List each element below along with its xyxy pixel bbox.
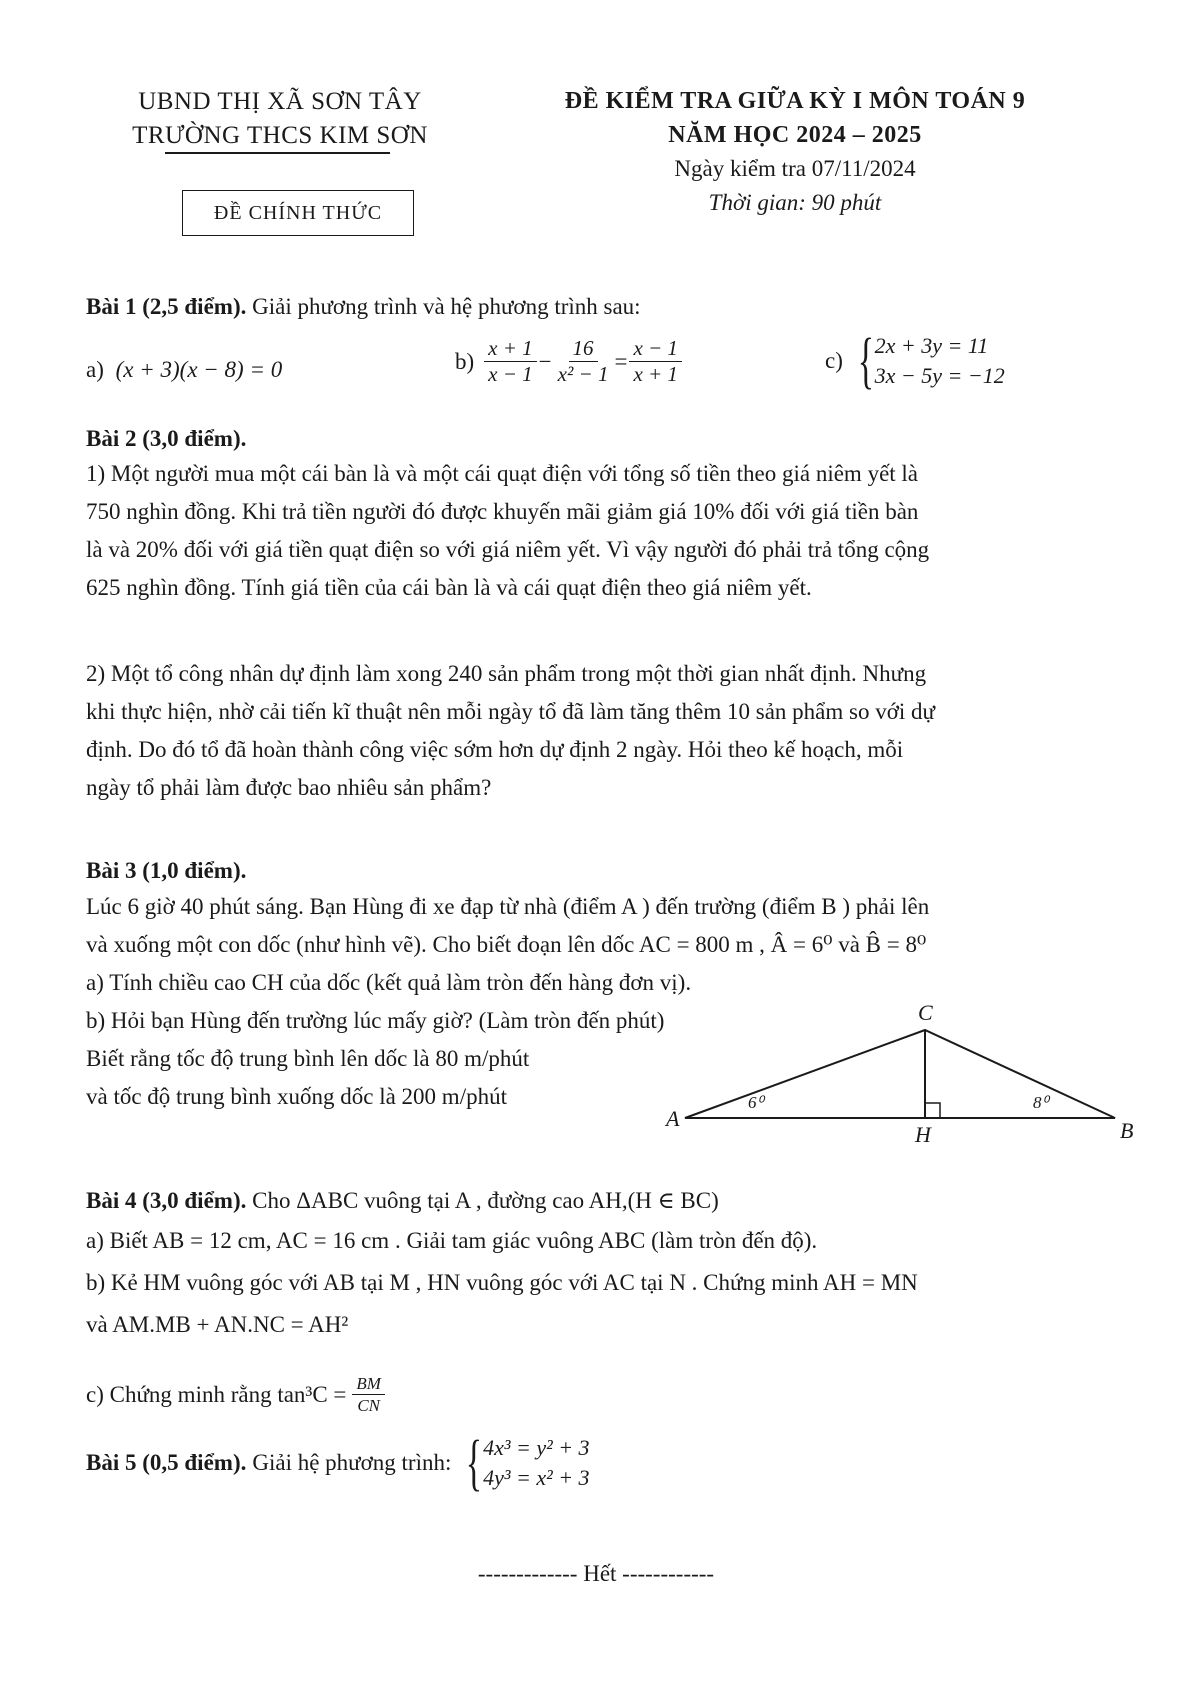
paragraph-line: 625 nghìn đồng. Tính giá tiền của cái bàn là và cái quạt điện theo giá niêm yết. — [86, 575, 812, 600]
left-brace-icon: { — [857, 327, 874, 395]
bai1-a-label: a) — [86, 357, 104, 382]
bai3-question-a: a) Tính chiều cao CH của dốc (kết quả làm tròn đến hàng đơn vị). — [86, 970, 692, 995]
slope-figure — [650, 990, 1150, 1160]
paragraph-line: ngày tổ phải làm được bao nhiêu sản phẩm? — [86, 775, 492, 800]
bai1-heading — [86, 288, 1116, 326]
bai4-c-text: c) Chứng minh rằng tan³C = — [86, 1381, 347, 1407]
exam-date: Ngày kiểm tra 07/11/2024 — [674, 156, 916, 181]
bai4-question-a: a) Biết AB = 12 cm, AC = 16 cm . Giải tam giác vuông ABC (làm tròn đến độ). — [86, 1228, 818, 1253]
paragraph-line: 750 nghìn đồng. Khi trả tiền người đó được khuyến mãi giảm giá 10% đối với giá tiền bàn — [86, 499, 919, 524]
bai1-b-fraction-1 — [484, 336, 537, 387]
bai4-heading — [86, 1182, 1116, 1220]
bai3-question-b: b) Hỏi bạn Hùng đến trường lúc mấy giờ? (Làm tròn đến phút) — [86, 1008, 665, 1033]
exam-duration: Thời gian: 90 phút — [708, 190, 882, 215]
paragraph-line: định. Do đó tổ đã hoàn thành công việc sớm hơn dự định 2 ngày. Hỏi theo kế hoạch, mỗi — [86, 737, 904, 762]
end-marker: ------------- Hết ------------ — [477, 1561, 715, 1586]
system-line-2: 4y³ = x² + 3 — [483, 1465, 590, 1490]
bai4-c-fraction — [352, 1373, 385, 1416]
fraction-denominator: x + 1 — [633, 362, 678, 386]
bai3-speed-up: Biết rằng tốc độ trung bình lên dốc là 80 m/phút — [86, 1046, 530, 1071]
paragraph-line: và xuống một con dốc (như hình vẽ). Cho biết đoạn lên dốc AC = 800 m , Â = 6⁰ và B̂ = 8⁰ — [86, 932, 927, 957]
bai4-intro: Cho ΔABC vuông tại A , đường cao AH,(H ∈ BC) — [252, 1188, 719, 1213]
bai5-heading — [86, 1429, 590, 1497]
bai4-question-b: b) Kẻ HM vuông góc với AB tại M , HN vuông góc với AC tại N . Chứng minh AH = MN — [86, 1270, 918, 1295]
bai2-title: Bài 2 (3,0 điểm). — [86, 426, 247, 451]
system-line-1: 2x + 3y = 11 — [874, 333, 989, 358]
school-underline — [165, 152, 390, 154]
bai1-title: Bài 1 (2,5 điểm). — [86, 294, 247, 319]
paragraph-line: 2) Một tổ công nhân dự định làm xong 240 sản phẩm trong một thời gian nhất định. Nhưng — [86, 661, 927, 686]
bai1-item-c — [825, 327, 1005, 395]
fraction-denominator: CN — [357, 1396, 380, 1415]
left-brace-icon: { — [466, 1429, 483, 1497]
bai1-item-a — [86, 351, 282, 389]
equals-sign: = — [614, 348, 628, 374]
bai5-system — [459, 1429, 590, 1497]
official-label: ĐỀ CHÍNH THỨC — [213, 202, 383, 224]
bai1-item-b — [455, 336, 684, 387]
fraction-denominator: x² − 1 — [557, 362, 609, 386]
fraction-numerator: x + 1 — [484, 336, 537, 362]
bai5-title: Bài 5 (0,5 điểm). — [86, 1450, 247, 1475]
bai1-b-fraction-2 — [554, 336, 613, 387]
paragraph-line: 1) Một người mua một cái bàn là và một cái quạt điện với tổng số tiền theo giá niêm yết là — [86, 461, 919, 486]
minus-sign: − — [538, 348, 552, 374]
bai5-prompt: Giải hệ phương trình: — [252, 1450, 452, 1475]
bai4-title: Bài 4 (3,0 điểm). — [86, 1188, 247, 1213]
label-h: H — [915, 1122, 931, 1147]
fraction-denominator: x − 1 — [488, 362, 533, 386]
angle-b-label: 8⁰ — [1033, 1093, 1049, 1112]
bai1-c-label: c) — [825, 348, 843, 373]
paragraph-line: Lúc 6 giờ 40 phút sáng. Bạn Hùng đi xe đạp từ nhà (điểm A ) đến trường (điểm B ) phải lên — [86, 894, 930, 919]
right-angle-mark — [925, 1103, 940, 1118]
bai3-title: Bài 3 (1,0 điểm). — [86, 858, 247, 883]
authority-name: UBND THỊ XÃ SƠN TÂY — [138, 88, 422, 115]
bai2-part2 — [86, 655, 1116, 807]
bai1-b-fraction-3 — [629, 336, 682, 387]
fraction-numerator: 16 — [569, 336, 598, 362]
fraction-numerator: BM — [352, 1373, 385, 1395]
bai4-question-c — [86, 1373, 387, 1416]
label-a: A — [666, 1106, 680, 1131]
bai1-prompt: Giải phương trình và hệ phương trình sau: — [252, 294, 641, 319]
exam-title: ĐỀ KIỂM TRA GIỮA KỲ I MÔN TOÁN 9 — [564, 88, 1026, 114]
official-label-box — [182, 190, 414, 236]
bai1-b-label: b) — [455, 348, 475, 374]
fraction-numerator: x − 1 — [629, 336, 682, 362]
school-name: TRƯỜNG THCS KIM SƠN — [132, 122, 428, 149]
angle-a-label: 6⁰ — [748, 1093, 764, 1112]
system-line-2: 3x − 5y = −12 — [874, 363, 1005, 388]
bai3-speed-down: và tốc độ trung bình xuống dốc là 200 m/phút — [86, 1084, 507, 1109]
paragraph-line: là và 20% đối với giá tiền quạt điện so với giá niêm yết. Vì vậy người đó phải trả tổng cộng — [86, 537, 930, 562]
bai2-part1 — [86, 455, 1116, 607]
paragraph-line: khi thực hiện, nhờ cải tiến kĩ thuật nên mỗi ngày tổ đã làm tăng thêm 10 sản phẩm so với dự — [86, 699, 935, 724]
bai4-body — [86, 1222, 1116, 1344]
bai1-c-system — [851, 327, 1005, 395]
label-b: B — [1120, 1118, 1134, 1143]
bai4-question-b-cont: và AM.MB + AN.NC = AH² — [86, 1312, 349, 1337]
school-year: NĂM HỌC 2024 – 2025 — [668, 122, 922, 148]
system-line-1: 4x³ = y² + 3 — [483, 1435, 590, 1460]
bai1-a-equation: (x + 3)(x − 8) = 0 — [115, 357, 283, 382]
label-c: C — [918, 1000, 933, 1025]
